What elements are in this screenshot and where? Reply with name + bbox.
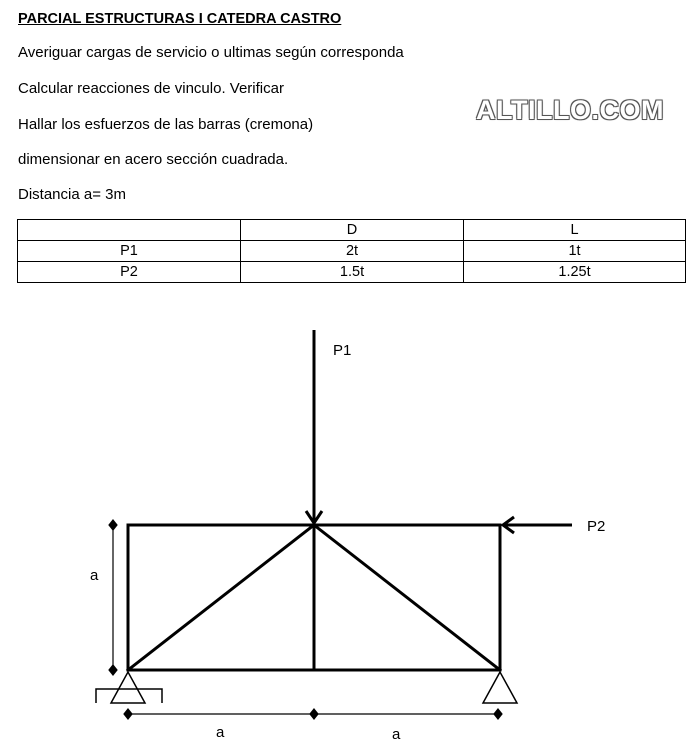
table-header-cell: L: [464, 220, 686, 241]
height-dimension: [109, 520, 117, 675]
load-p2-label: P2: [587, 518, 606, 535]
truss-diagram: [0, 300, 700, 755]
watermark-logo: ALTILLO.COM: [476, 95, 664, 125]
loads-table: [17, 219, 686, 283]
table-cell: P2: [18, 262, 241, 283]
span-right-label: a: [392, 726, 401, 743]
instruction-line-3: Hallar los esfuerzos de las barras (cremona): [18, 116, 314, 133]
distance-line: Distancia a= 3m: [18, 186, 126, 203]
table-cell: 2t: [241, 241, 464, 262]
table-header-cell: [18, 220, 241, 241]
height-dimension-label: a: [90, 567, 99, 584]
span-left-label: a: [216, 724, 225, 741]
instruction-line-2: Calcular reacciones de vinculo. Verificar: [18, 80, 284, 97]
table-cell: 1.5t: [241, 262, 464, 283]
truss-members: [128, 525, 500, 670]
instruction-line-4: dimensionar en acero sección cuadrada.: [18, 151, 289, 168]
instruction-line-1: Averiguar cargas de servicio o ultimas según corresponda: [18, 44, 404, 61]
right-diagonal: [314, 525, 500, 670]
load-p2-arrow: [503, 517, 572, 533]
roller-support-icon: [483, 672, 517, 703]
table-row: [18, 241, 686, 262]
load-p1-label: P1: [333, 342, 352, 359]
left-diagonal: [128, 525, 314, 670]
table-cell: 1.25t: [464, 262, 686, 283]
load-p1-arrow: [306, 330, 322, 523]
pinned-support-icon: [96, 672, 162, 703]
document-title: PARCIAL ESTRUCTURAS I CATEDRA CASTRO: [18, 11, 342, 27]
span-dimension: [124, 709, 502, 719]
table-cell: P1: [18, 241, 241, 262]
table-cell: 1t: [464, 241, 686, 262]
table-row: [18, 262, 686, 283]
table-header-cell: D: [241, 220, 464, 241]
table-header-row: [18, 220, 686, 241]
